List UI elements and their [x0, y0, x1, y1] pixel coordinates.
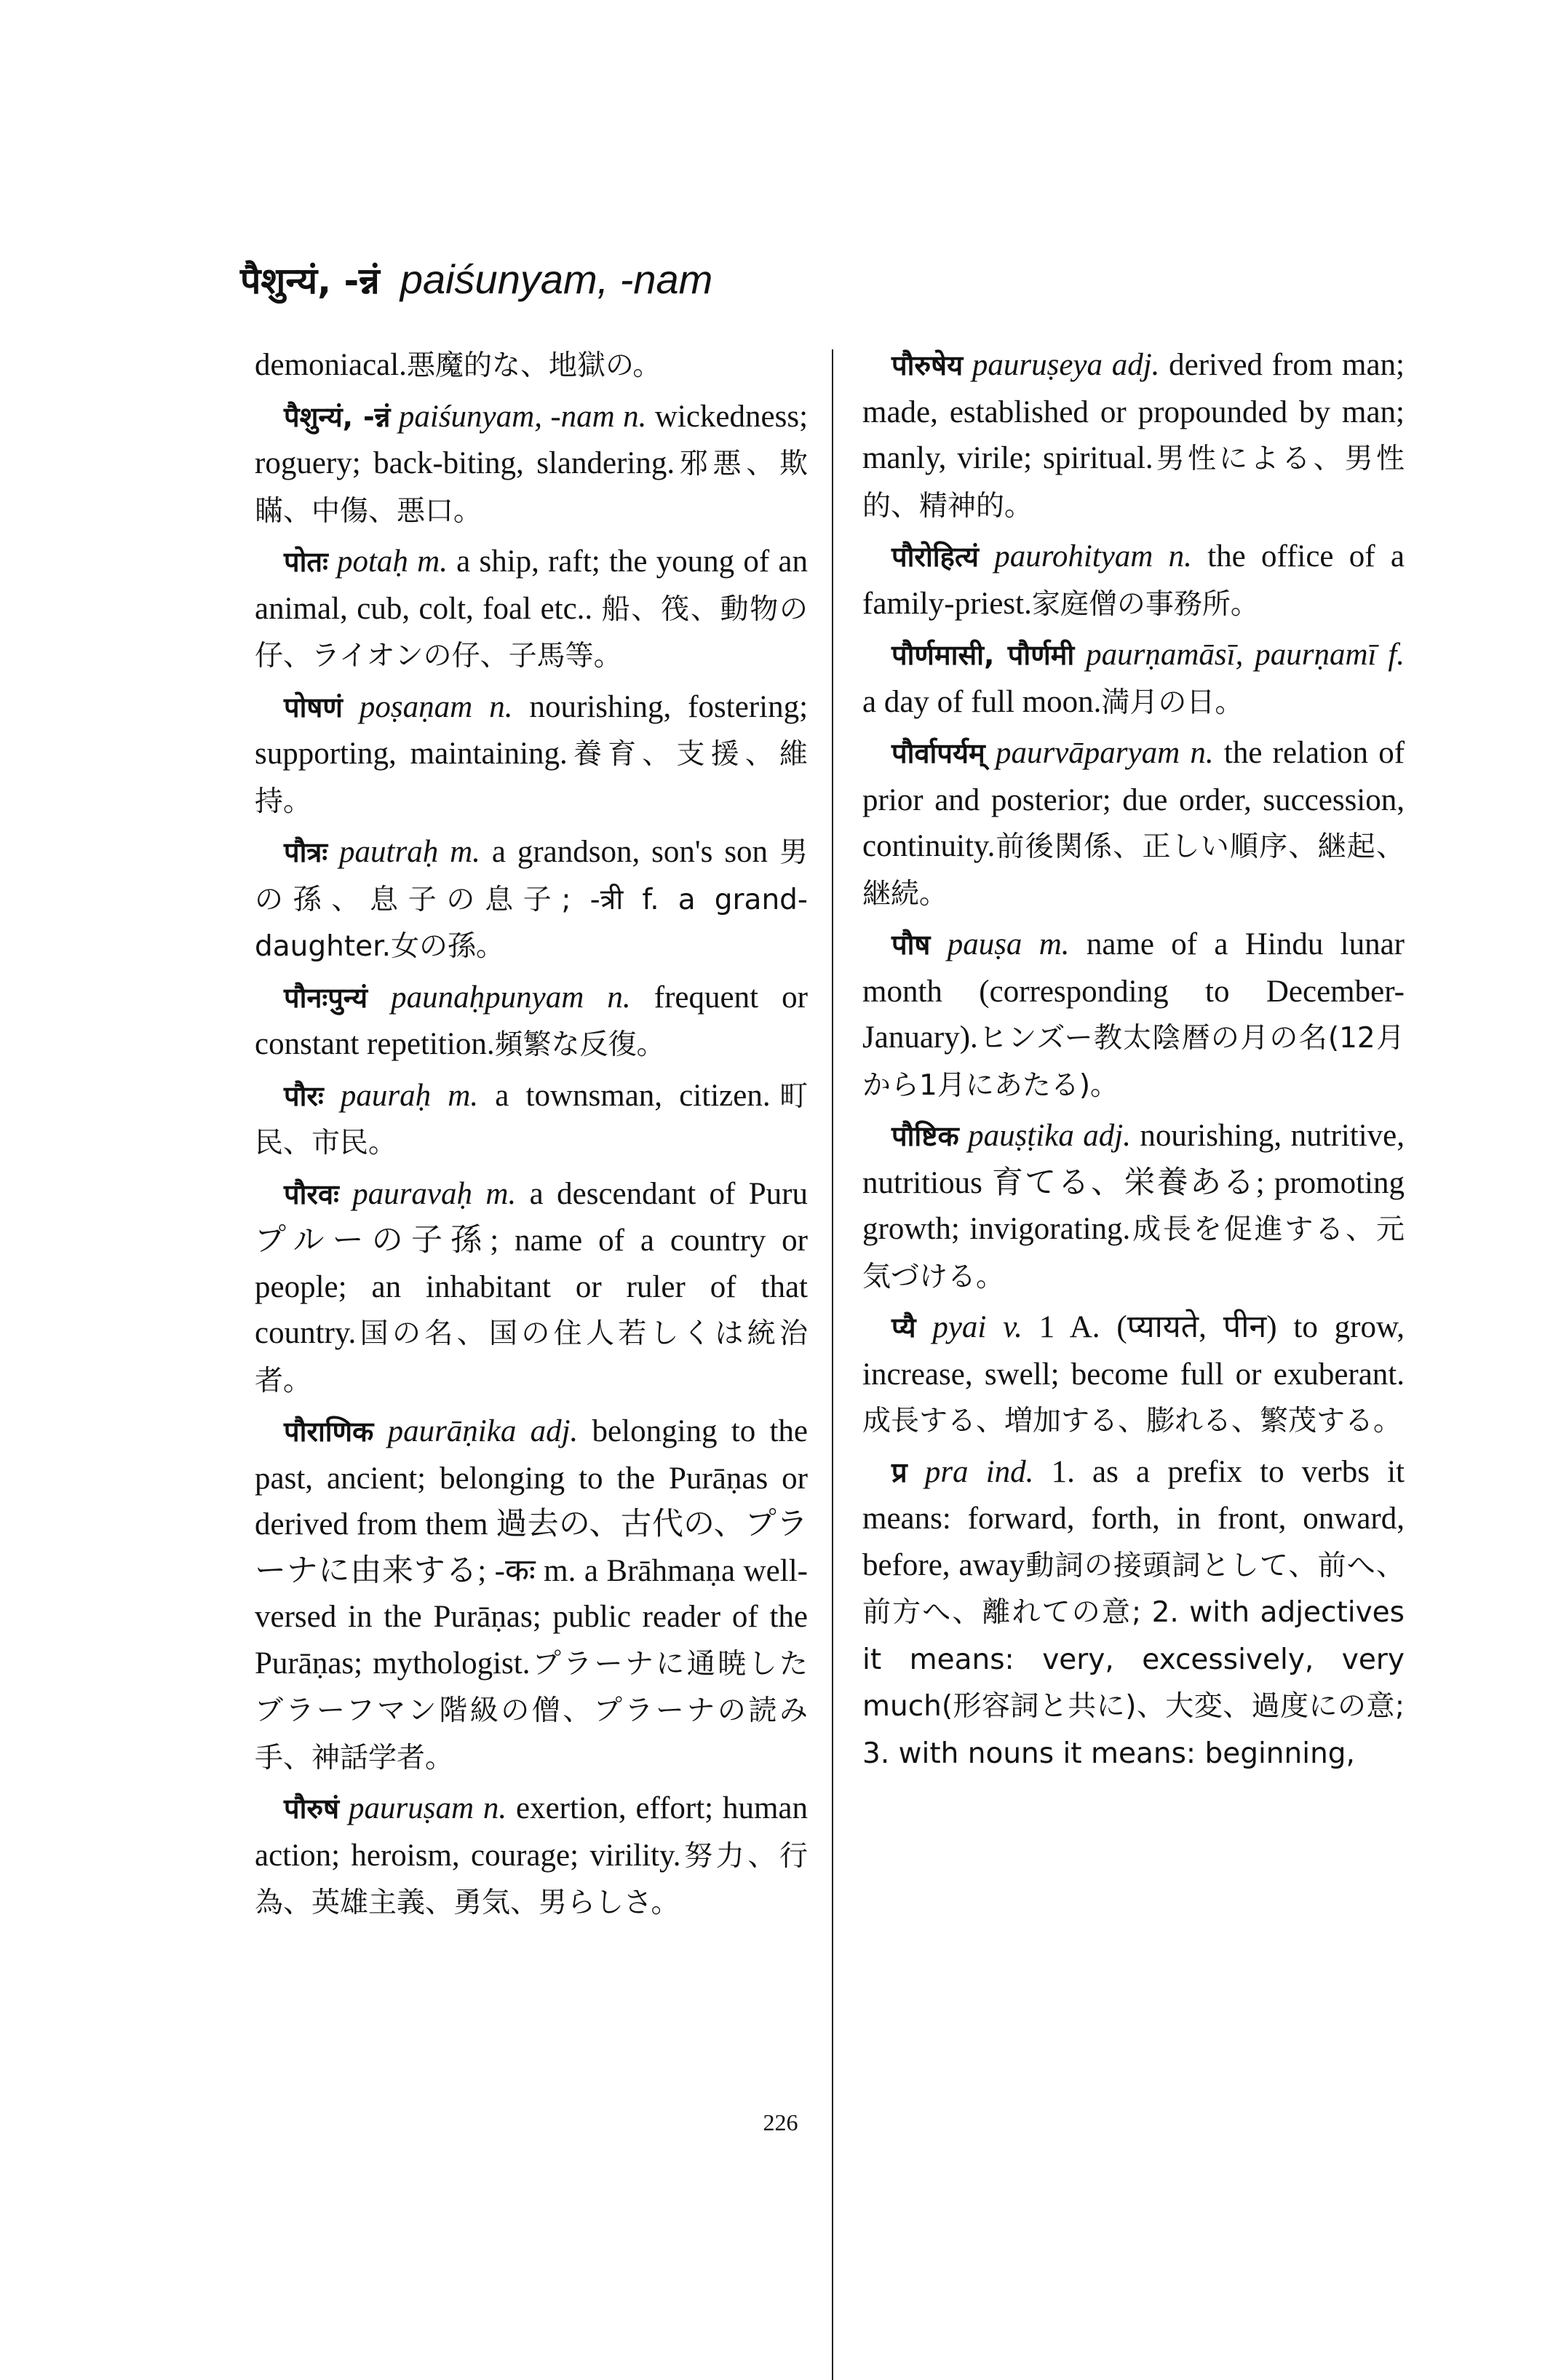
japanese-gloss: 国の名、国の住人若しくは統治者。 [255, 1317, 808, 1397]
japanese-gloss: 町民、市民。 [255, 1079, 809, 1159]
grammar-label: m. [450, 835, 480, 869]
left-column [255, 342, 808, 1931]
transliteration: pauṣṭika [968, 1119, 1074, 1153]
definition: nourishing, fostering; supporting, maintaining. [255, 689, 809, 771]
transliteration: pra [924, 1454, 969, 1489]
dictionary-entry [862, 533, 1405, 627]
grammar-label: adj. [530, 1414, 579, 1448]
headword: पौष [891, 929, 931, 961]
grammar-label: ind. [985, 1454, 1034, 1489]
definition: the relation of prior and posterior; due order, succession, continuity. [862, 736, 1405, 863]
definition: wickedness; roguery; back-biting, slandering. [255, 399, 809, 480]
headword: पौष्टिक [891, 1120, 959, 1152]
header-roman: paiśunyam, -nam [400, 256, 713, 302]
definition: demoniacal. [255, 348, 407, 382]
japanese-gloss: 家庭僧の事務所。 [1031, 587, 1259, 621]
japanese-gloss: 邪悪、欺瞞、中傷、悪口。 [255, 448, 808, 528]
japanese-gloss: 成長する、増加する、膨れる、繁茂する。 [862, 1405, 1402, 1437]
definition: exertion, effort; human action; heroism, courage; virility. [255, 1791, 809, 1873]
headword: पौर्वापर्यम् [891, 737, 985, 769]
dictionary-entry [862, 1449, 1405, 1777]
definition: the office of a family-priest. [862, 539, 1405, 621]
headword: पौराणिक [284, 1416, 374, 1448]
column-divider [832, 349, 833, 2380]
transliteration: paurohityam [994, 539, 1153, 574]
grammar-label: f. [1388, 638, 1405, 672]
headword: पौरोहित्यं [891, 541, 979, 573]
transliteration: paurvāparyam [995, 736, 1180, 770]
japanese-gloss: 男性による、男性的、精神的。 [862, 443, 1405, 523]
definition: a grandson, son's son [480, 835, 779, 869]
page-header [240, 255, 712, 304]
transliteration: paunaḥpunyam [391, 980, 584, 1015]
transliteration: potaḥ [336, 544, 408, 579]
grammar-label: n. [607, 980, 631, 1015]
transliteration: pauruṣam [348, 1791, 474, 1825]
dictionary-entry [255, 342, 808, 389]
headword: पैशुन्यं, -न्नं [284, 400, 391, 433]
dictionary-entry [255, 1171, 808, 1405]
headword: पौरुषेय [891, 349, 964, 381]
dictionary-entry [862, 730, 1405, 917]
transliteration: poṣaṇam [359, 689, 473, 724]
headword: पौरः [284, 1079, 324, 1112]
transliteration: pauṣa [947, 927, 1022, 961]
grammar-label: n. [482, 1791, 507, 1825]
definition: 1 A. (प्यायते, पीन) to grow, increase, swell; become full or exuberant. [862, 1310, 1405, 1392]
dictionary-entry [862, 1113, 1405, 1300]
dictionary-entry [862, 342, 1405, 529]
headword: पौरवः [284, 1178, 339, 1210]
dictionary-entry [255, 539, 808, 680]
dictionary-entry [862, 921, 1405, 1108]
right-column [862, 342, 1405, 1781]
dictionary-entry [862, 1304, 1405, 1445]
dictionary-entry [255, 1785, 808, 1927]
transliteration: pauruṣeya [972, 348, 1103, 382]
japanese-gloss: 努力、行為、英雄主義、勇気、男らしさ。 [255, 1839, 808, 1919]
japanese-gloss: ヒンズー教太陰暦の月の名(12月から1月にあたる)。 [862, 1022, 1405, 1102]
grammar-label: m. [448, 1078, 479, 1113]
definition: a townsman, citizen. [478, 1078, 771, 1113]
dictionary-entry [255, 1073, 808, 1167]
definition: nourishing, nutritive, nutritious 育てる、栄養ある; promoting growth; invigorating. [862, 1119, 1405, 1246]
transliteration: pauraḥ [340, 1078, 432, 1113]
dictionary-entry [255, 394, 808, 535]
transliteration: paiśunyam, -nam [398, 399, 615, 434]
definition: 1. as a prefix to verbs it means: forward, forth, in front, onward, before, away [862, 1454, 1405, 1582]
grammar-label: n. [1168, 539, 1192, 574]
grammar-label: m. [1038, 927, 1070, 961]
grammar-label: m. [417, 544, 448, 579]
transliteration: pyai [932, 1310, 987, 1344]
japanese-gloss: 満月の日。 [1101, 686, 1244, 719]
definition: frequent or constant repetition. [255, 980, 808, 1061]
header-devanagari: पैशुन्यं, -न्नं [240, 260, 380, 302]
japanese-gloss: 養育、支援、維持。 [255, 738, 808, 818]
headword: प्यै [891, 1312, 916, 1344]
japanese-gloss: 悪魔的な、地獄の。 [406, 349, 662, 382]
definition: a ship, raft; the young of an animal, cub, colt, foal etc.. [255, 544, 809, 626]
headword: पौरुषं [284, 1793, 340, 1825]
transliteration: pauravaḥ [352, 1176, 473, 1211]
definition: derived from man; made, established or propounded by man; manly, virile; spiritual. [862, 348, 1405, 475]
dictionary-entry [862, 632, 1405, 726]
grammar-label: n. [489, 689, 513, 724]
japanese-gloss: 前後関係、正しい順序、継起、継続。 [862, 830, 1405, 911]
definition: a day of full moon. [862, 684, 1102, 719]
headword: पोतः [284, 546, 328, 578]
grammar-label: n. [623, 399, 647, 434]
japanese-gloss: プラーナに通暁したブラーフマン階級の僧、プラーナの読み手、神話学者。 [255, 1647, 808, 1774]
headword: प्र [891, 1456, 907, 1488]
transliteration: pautraḥ [339, 835, 439, 869]
japanese-gloss: 船、筏、動物の仔、ライオンの仔、子馬等。 [255, 592, 808, 673]
transliteration: paurṇamāsī, paurṇamī [1086, 638, 1377, 672]
dictionary-entry [255, 829, 808, 970]
transliteration: paurāṇika [387, 1414, 517, 1448]
japanese-gloss: 男の孫、息子の息子; -त्री f. a grand-daughter.女の孫。 [255, 836, 808, 963]
japanese-gloss: 動詞の接頭詞として、前へ、前方へ、離れての意; 2. with adjectives it means: very, excessively, very much(形容詞と共に)、大変、過度にの意; 3. with nouns it means: beginning, [862, 1549, 1405, 1770]
dictionary-entry [255, 975, 808, 1068]
japanese-gloss: 頻繁な反復。 [494, 1028, 665, 1061]
headword: पौर्णमासी, पौर्णमी [891, 639, 1075, 671]
definition: name of a Hindu lunar month (corresponding to December-January). [862, 927, 1405, 1055]
dictionary-entry [255, 1408, 808, 1781]
grammar-label: n. [1190, 736, 1214, 770]
headword: पोषणं [284, 691, 343, 723]
definition: belonging to the past, ancient; belonging to the Purāṇas or derived from them 過去の、古代の、プラーナに由来する; -कः m. a Brāhmaṇa well-versed in the Purāṇas; public reader of the Purāṇas; mythologist. [255, 1414, 808, 1681]
grammar-label: adj. [1111, 348, 1160, 382]
headword: पौत्रः [284, 836, 328, 868]
grammar-label: adj. [1083, 1119, 1131, 1153]
page-number: 226 [763, 2109, 798, 2135]
grammar-label: v. [1003, 1310, 1022, 1344]
dictionary-entry [255, 684, 808, 825]
japanese-gloss: 成長を促進する、元気づける。 [862, 1213, 1405, 1293]
grammar-label: m. [485, 1176, 517, 1211]
headword: पौनःपुन्यं [284, 981, 368, 1014]
definition: a descendant of Puru プルーの子孫; name of a country or people; an inhabitant or ruler of that country. [255, 1176, 808, 1350]
